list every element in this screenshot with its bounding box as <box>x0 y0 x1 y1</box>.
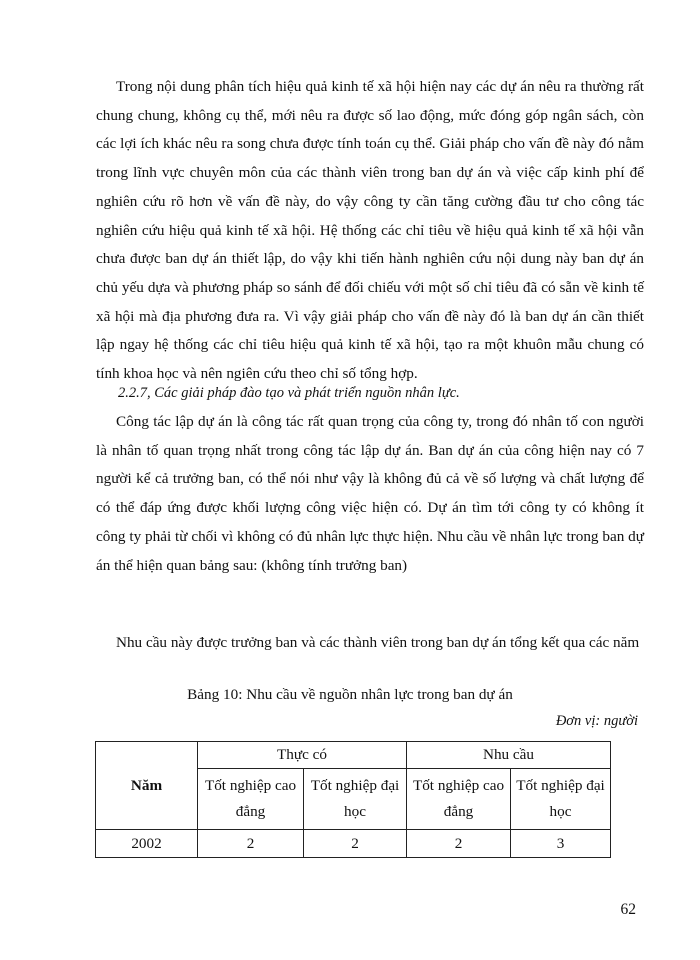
paragraph-summary: Nhu cầu này được trưởng ban và các thành viên trong ban dự án tổng kết qua các năm <box>116 634 640 651</box>
paragraph-staffing: Công tác lập dự án là công tác rất quan trọng của công ty, trong đó nhân tố con người là nhân tố quan trọng nhất trong công tác lập dự án. Ban dự án của công hiện nay có 7 người kể cả trưởng ban, có thể nói như vậy là không đủ cả về số lượng và chất lượng để có thể đáp ứng được khối lượng công việc hiện có. Dự án tìm tới công ty có không ít công ty phải từ chối vì không có đủ nhân lực thực hiện. Nhu cầu về nhân lực trong ban dự án thể hiện quan bảng sau: (không tính trưởng ban) <box>96 413 644 574</box>
year-header: Năm <box>96 742 198 830</box>
subheader-current-university: Tốt nghiệp đại học <box>304 769 407 830</box>
table-header-row <box>96 742 611 769</box>
table-caption: Bảng 10: Nhu cầu về nguồn nhân lực trong ban dự án <box>187 686 513 703</box>
section-heading-2-2-7: 2.2.7, Các giải pháp đào tạo và phát triển nguồn nhân lực. <box>118 385 460 401</box>
paragraph-economic-efficiency: Trong nội dung phân tích hiệu quả kinh tế xã hội hiện nay các dự án nêu ra thường rất chung chung, không cụ thể, mới nêu ra được số lao động, mức đóng góp ngân sách, còn các lợi ích khác nêu ra song chưa được tính toán cụ thể. Giải pháp cho vấn đề này đó nằm trong lĩnh vực chuyên môn của các thành viên trong ban dự án và việc cấp kinh phí để nghiên cứu rõ hơn về vấn đề này, do vậy công ty cần tăng cường đầu tư cho công tác nghiên cứu hiệu quả kinh tế xã hội. Hệ thống các chỉ tiêu về hiệu quả kinh tế xã hội vẫn chưa được ban dự án thiết lập, do vậy khi tiến hành nghiên cứu nội dung này ban dự án chủ yếu dựa và phương pháp so sánh để đối chiếu với một số chỉ tiêu đã có sẵn về kinh tế xã hội mà địa phương đưa ra. Vì vậy giải pháp cho vấn đề này đó là ban dự án cần thiết lập ngay hệ thống các chỉ tiêu hiệu quả kinh tế xã hội, tạo ra một khuôn mẫu chung có tính khoa học và nên ngiên cứu theo chỉ số tổng hợp. <box>96 78 644 383</box>
subheader-current-college: Tốt nghiệp cao đẳng <box>198 769 304 830</box>
cell-value: 3 <box>511 830 611 858</box>
page-number: 62 <box>620 901 636 918</box>
cell-value: 2 <box>304 830 407 858</box>
cell-value: 2 <box>198 830 304 858</box>
staffing-table <box>95 741 611 858</box>
cell-value: 2 <box>407 830 511 858</box>
group-header-demand: Nhu cầu <box>407 742 611 769</box>
table-row <box>96 830 611 858</box>
subheader-demand-university: Tốt nghiệp đại học <box>511 769 611 830</box>
subheader-demand-college: Tốt nghiệp cao đẳng <box>407 769 511 830</box>
cell-year: 2002 <box>96 830 198 858</box>
group-header-current: Thực có <box>198 742 407 769</box>
table-unit: Đơn vị: người <box>555 713 638 729</box>
